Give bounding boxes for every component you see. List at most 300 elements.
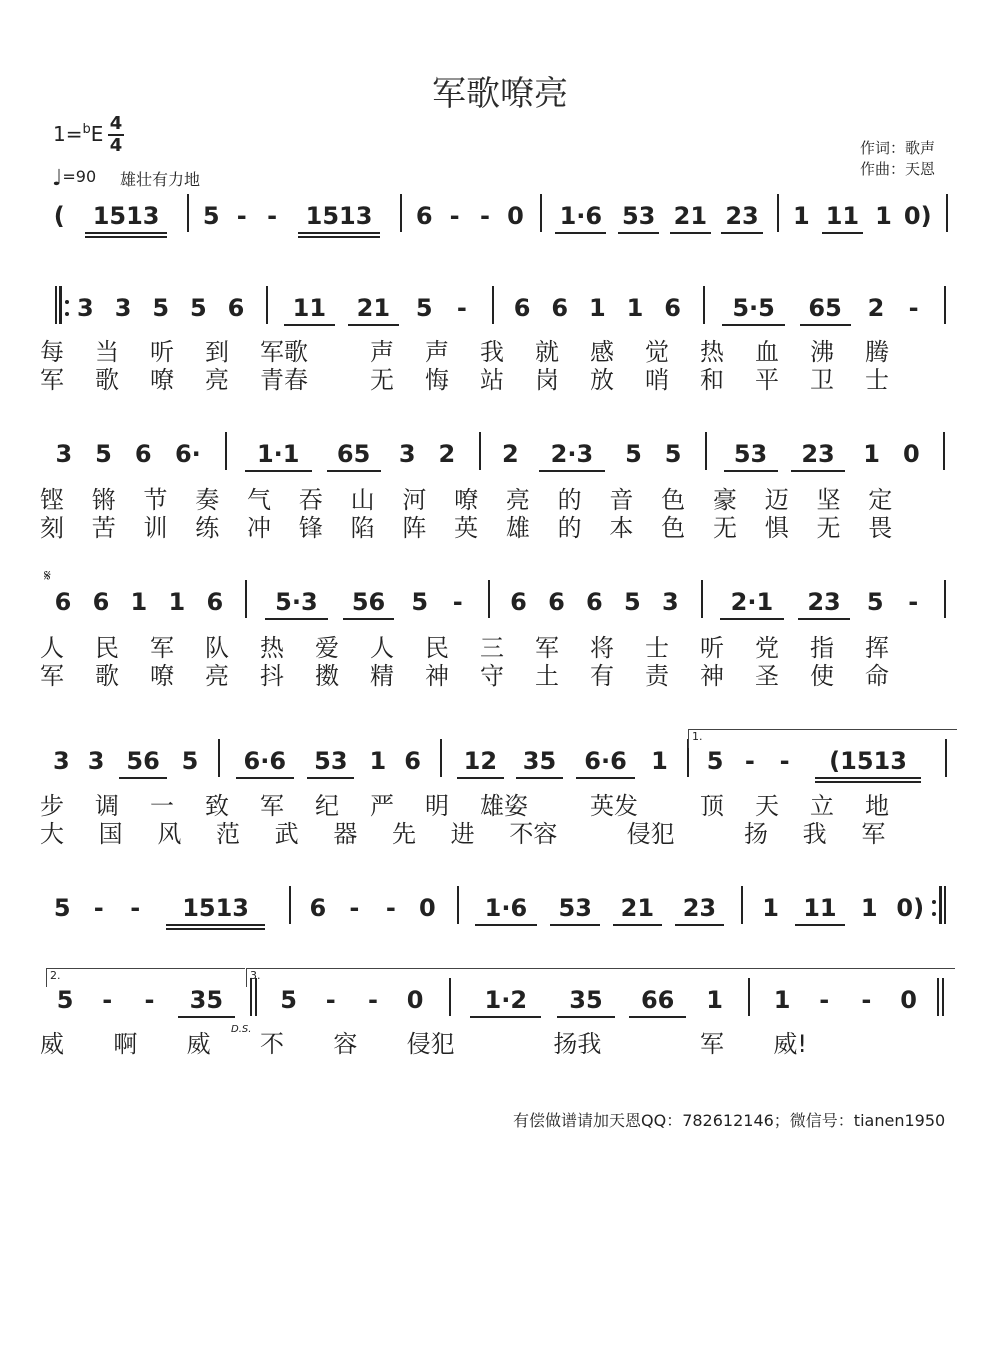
lyric-syllable: 英 (454, 514, 479, 542)
lyric-syllable: 军 (260, 792, 284, 820)
note: 6· (174, 440, 201, 468)
note: 56 (126, 747, 160, 775)
note: 5 (189, 294, 207, 322)
underline-beam (721, 232, 762, 234)
page-title: 军歌嘹亮 (432, 74, 568, 114)
note: 21 (673, 202, 708, 230)
lyric-syllable: 挥 (865, 634, 889, 662)
note: 1 (651, 747, 668, 775)
lyric-syllable: 感 (590, 338, 614, 366)
underline-beam (470, 1016, 541, 1018)
underline-beam (265, 618, 329, 620)
underline-beam (798, 618, 850, 620)
lyric-syllable: 威 (40, 1030, 64, 1058)
lyric-syllable: 训 (143, 514, 168, 542)
note: - (480, 202, 491, 230)
lyric-syllable: 扬我 (553, 1030, 602, 1058)
lyric-syllable: 豪 (712, 486, 737, 514)
lyric-syllable: 听 (150, 338, 174, 366)
note: 2·3 (550, 440, 594, 468)
lyric-syllable: 不 (260, 1030, 284, 1058)
note: 5 (202, 202, 220, 230)
note: 0 (900, 986, 917, 1014)
note: 6 (551, 294, 569, 322)
lyric-syllable: 放 (590, 366, 614, 394)
barline (59, 286, 62, 324)
note: 2 (502, 440, 519, 468)
barline (777, 194, 779, 232)
note: 5 (624, 588, 641, 616)
note: 5 (664, 440, 682, 468)
underline-beam (166, 928, 265, 930)
note: - (779, 747, 790, 775)
note: 21 (356, 294, 391, 322)
lyric-syllable: 军 (40, 366, 64, 394)
lyric-syllable: 腾 (865, 338, 889, 366)
note: 11 (825, 202, 860, 230)
note: 6 (586, 588, 603, 616)
lyric-syllable: 立 (810, 792, 834, 820)
lyric-syllable: 天 (755, 792, 779, 820)
note: 1 (860, 894, 878, 922)
barline (266, 286, 268, 324)
underline-beam (555, 232, 606, 234)
lyric-syllable: 奏 (195, 486, 220, 514)
underline-beam (791, 470, 845, 472)
lyric-syllable: 风 (157, 820, 182, 848)
barline (187, 194, 189, 232)
underline-beam (670, 232, 711, 234)
barline (245, 580, 247, 618)
note: - (908, 588, 919, 616)
lyric-syllable: 明 (425, 792, 449, 820)
lyric-syllable: 军 (861, 820, 886, 848)
lyric-syllable: 吞 (298, 486, 323, 514)
note: 53 (621, 202, 656, 230)
barline (479, 432, 481, 470)
note: 1 (762, 894, 779, 922)
lyric-syllable: 音 (609, 486, 634, 514)
note: - (452, 588, 463, 616)
note: 5 (706, 747, 724, 775)
barline (55, 286, 57, 324)
lyric-syllable: 畏 (868, 514, 893, 542)
lyric-syllable: 进 (450, 820, 475, 848)
note: 5 (53, 894, 71, 922)
lyric-syllable: 就 (535, 338, 559, 366)
lyric-syllable: 守 (480, 662, 504, 690)
note: 65 (808, 294, 842, 322)
lyric-syllable: 党 (755, 634, 779, 662)
note: ( (53, 202, 65, 230)
lyric-syllable: 有 (590, 662, 614, 690)
note: 1 (626, 294, 644, 322)
underline-beam (85, 232, 168, 234)
note: 66 (640, 986, 675, 1014)
lyric-syllable: 嘹 (454, 486, 479, 514)
lyric-syllable: 我 (480, 338, 504, 366)
lyric-syllable: 惧 (764, 514, 789, 542)
note: 5·3 (275, 588, 318, 616)
lyric-syllable: 亮 (205, 662, 229, 690)
note: 3 (53, 747, 70, 775)
lyric-syllable: 擞 (315, 662, 339, 690)
note: 6 (664, 294, 681, 322)
lyric-syllable: 雄 (505, 514, 530, 542)
score-line (0, 438, 1000, 484)
lyric-syllable: 军 (535, 634, 559, 662)
note: 5 (866, 588, 884, 616)
note: - (449, 202, 460, 230)
lyric-syllable: 武 (274, 820, 299, 848)
note: - (130, 894, 141, 922)
lyric-syllable: 士 (865, 366, 889, 394)
repeat-dot (932, 912, 936, 916)
underline-beam (539, 470, 606, 472)
note: 6 (513, 294, 531, 322)
barline (705, 432, 707, 470)
lyric-syllable: 声 (425, 338, 449, 366)
underline-beam (722, 324, 785, 326)
note: 1 (875, 202, 892, 230)
underline-beam (795, 924, 845, 926)
note: 21 (620, 894, 655, 922)
note: 1·6 (484, 894, 528, 922)
note: 6 (54, 588, 72, 616)
lyric-syllable: 无 (816, 514, 841, 542)
note: - (908, 294, 919, 322)
underline-beam (516, 777, 563, 779)
note: 1·2 (484, 986, 528, 1014)
barline (400, 194, 402, 232)
lyric-syllable: 侵犯 (406, 1030, 455, 1058)
underline-beam (245, 470, 312, 472)
lyric-syllable: 沸 (810, 338, 834, 366)
lyric-syllable: 人 (370, 634, 394, 662)
note: 3 (55, 440, 73, 468)
note: 6 (309, 894, 327, 922)
note: 11 (292, 294, 327, 322)
underline-beam (348, 324, 399, 326)
note: 5 (56, 986, 74, 1014)
note: 1 (773, 986, 791, 1014)
note: - (102, 986, 113, 1014)
lyric-syllable: 神 (700, 662, 724, 690)
lyric-syllable: 我 (802, 820, 827, 848)
lyric-syllable: 抖 (260, 662, 284, 690)
lyric-syllable: 嘹 (150, 366, 174, 394)
underline-beam (236, 777, 294, 779)
note: 12 (463, 747, 498, 775)
note: 2 (438, 440, 456, 468)
note: 6 (510, 588, 527, 616)
lyric-syllable: 军 (150, 634, 174, 662)
lyric-syllable: 三 (480, 634, 504, 662)
note: 0 (419, 894, 436, 922)
barline (289, 886, 291, 924)
lyric-syllable: 锋 (298, 514, 323, 542)
barline (943, 432, 945, 470)
lyric-syllable: 啊 (113, 1030, 138, 1058)
note: 1513 (305, 202, 373, 230)
lyric-syllable: 先 (392, 820, 416, 848)
note: - (744, 747, 755, 775)
lyric-syllable: 青春 (260, 366, 308, 394)
underline-beam (85, 236, 168, 238)
lyric-syllable: 威! (773, 1030, 807, 1058)
note: 53 (314, 747, 348, 775)
note: 53 (558, 894, 592, 922)
note: 65 (336, 440, 371, 468)
lyric-syllable: 队 (205, 634, 229, 662)
lyric-syllable: 命 (865, 662, 889, 690)
note: - (267, 202, 278, 230)
key-signature: 1=$^b$E (53, 122, 104, 146)
barline (492, 286, 494, 324)
barline (944, 580, 946, 618)
note: 2 (867, 294, 885, 322)
note: 23 (801, 440, 835, 468)
volta-bracket-2: 2. (46, 968, 245, 987)
lyric-syllable: 容 (333, 1030, 358, 1058)
underline-beam (284, 324, 335, 326)
lyric-syllable: 军歌 (260, 338, 308, 366)
volta-bracket-3: 3. (246, 968, 955, 987)
note: 6 (206, 588, 224, 616)
lyric-syllable: 步 (40, 792, 64, 820)
lyric-syllable: 将 (590, 634, 614, 662)
repeat-dot (932, 900, 936, 904)
note: 0 (406, 986, 424, 1014)
lyric-syllable: 民 (95, 634, 119, 662)
note: 1513 (182, 894, 249, 922)
flat-icon: b (82, 122, 91, 137)
barline (218, 739, 220, 777)
note: 0 (902, 440, 920, 468)
underline-beam (457, 777, 504, 779)
lyric-syllable: 调 (95, 792, 119, 820)
volta-bracket-1: 1. (688, 729, 957, 748)
lyric-syllable: 歌 (95, 662, 119, 690)
note: 0) (903, 202, 932, 230)
lyric-syllable: 河 (402, 486, 427, 514)
lyric-syllable: 精 (370, 662, 394, 690)
lyric-syllable: 节 (143, 486, 168, 514)
note: 1 (706, 986, 723, 1014)
lyric-syllable: 的 (557, 486, 582, 514)
score-line (0, 200, 1000, 246)
barline (440, 739, 442, 777)
lyric-syllable: 听 (700, 634, 724, 662)
lyric-syllable: 人 (40, 634, 64, 662)
lyric-syllable: 到 (205, 338, 229, 366)
lyric-syllable: 色 (661, 514, 686, 542)
lyric-syllable: 阵 (402, 514, 427, 542)
underline-beam (576, 777, 634, 779)
note: 1·6 (559, 202, 603, 230)
lyric-syllable: 平 (755, 366, 779, 394)
note: 5 (95, 440, 112, 468)
note: 11 (803, 894, 837, 922)
time-signature: 4 4 (109, 113, 123, 156)
underline-beam (822, 232, 863, 234)
barline (540, 194, 542, 232)
lyric-syllable: 铿 (40, 486, 64, 514)
lyric-syllable: 迈 (764, 486, 789, 514)
lyric-syllable: 悔 (425, 366, 449, 394)
lyric-syllable: 苦 (91, 514, 116, 542)
barline (703, 286, 705, 324)
underline-beam (166, 924, 265, 926)
underline-beam (298, 232, 381, 234)
underline-beam (119, 777, 166, 779)
note: 1 (793, 202, 810, 230)
note: 23 (682, 894, 717, 922)
lyric-syllable: 每 (40, 338, 64, 366)
underline-beam (298, 236, 381, 238)
lyricist-credit: 作词：歌声 (860, 139, 936, 157)
lyric-syllable: 定 (868, 486, 893, 514)
note: 6 (227, 294, 245, 322)
lyric-syllable: 民 (425, 634, 449, 662)
underline-beam (800, 324, 851, 326)
note: - (367, 986, 378, 1014)
lyric-syllable: 士 (645, 634, 669, 662)
note: (1513 (829, 747, 907, 775)
lyric-syllable: 大 (40, 820, 64, 848)
note: 3 (87, 747, 105, 775)
lyric-syllable: 卫 (810, 366, 834, 394)
note: 1 (589, 294, 606, 322)
underline-beam (327, 470, 381, 472)
tempo-marking: ♩=90 (52, 166, 97, 191)
lyric-syllable: 冲 (247, 514, 272, 542)
segno-icon: 𝄋 (44, 566, 51, 585)
underline-beam (675, 924, 725, 926)
lyric-syllable: 器 (333, 820, 358, 848)
underline-beam (629, 1016, 686, 1018)
lyric-syllable: 亮 (505, 486, 530, 514)
lyric-syllable: 坚 (816, 486, 841, 514)
lyric-syllable: 侵犯 (626, 820, 675, 848)
note: 1513 (92, 202, 160, 230)
note: 6 (134, 440, 152, 468)
lyric-syllable: 本 (609, 514, 634, 542)
note: 6 (404, 747, 421, 775)
underline-beam (343, 618, 395, 620)
score-line (0, 730, 1000, 791)
barline (701, 580, 703, 618)
underline-beam (178, 1016, 235, 1018)
underline-beam (618, 232, 659, 234)
lyric-syllable: 爱 (315, 634, 339, 662)
note: - (325, 986, 336, 1014)
underline-beam (720, 618, 784, 620)
barline (939, 886, 942, 924)
dal-segno-marking: D.S. (231, 1024, 252, 1035)
lyric-syllable: 国 (98, 820, 123, 848)
note: 1 (130, 588, 148, 616)
underline-beam (815, 781, 921, 783)
note: 5 (181, 747, 199, 775)
note: 23 (725, 202, 759, 230)
lyric-syllable: 练 (195, 514, 220, 542)
lyric-syllable: 扬 (744, 820, 768, 848)
note: 0 (507, 202, 524, 230)
note: 0) (896, 894, 925, 922)
composer-credit: 作曲：天恩 (860, 160, 936, 178)
lyric-syllable: 顶 (700, 792, 724, 820)
lyric-syllable: 圣 (755, 662, 779, 690)
underline-beam (557, 1016, 614, 1018)
lyric-syllable: 威 (186, 1030, 211, 1058)
score-line (0, 566, 1000, 632)
lyric-syllable: 英发 (590, 792, 638, 820)
note: - (385, 894, 396, 922)
note: 1 (369, 747, 387, 775)
note: - (861, 986, 872, 1014)
lyric-syllable: 气 (247, 486, 272, 514)
lyric-syllable: 无 (370, 366, 394, 394)
note: - (456, 294, 467, 322)
lyric-syllable: 觉 (645, 338, 669, 366)
lyric-syllable: 使 (810, 662, 834, 690)
note: 35 (189, 986, 224, 1014)
footer-contact: 有偿做谱请加天恩QQ：782612146；微信号：tianen1950 (513, 1111, 946, 1130)
note: - (93, 894, 104, 922)
note: 56 (351, 588, 386, 616)
lyric-syllable: 范 (216, 820, 240, 848)
note: 6 (548, 588, 565, 616)
note: - (349, 894, 360, 922)
underline-beam (815, 777, 921, 779)
barline (457, 886, 459, 924)
note: 6 (415, 202, 433, 230)
lyric-syllable: 土 (535, 662, 559, 690)
note: 5·5 (732, 294, 775, 322)
quarter-note-icon: ♩ (52, 166, 63, 191)
note: 6 (92, 588, 110, 616)
lyric-syllable: 陷 (350, 514, 375, 542)
underline-beam (475, 924, 536, 926)
lyric-syllable: 山 (350, 486, 375, 514)
lyric-syllable: 军 (700, 1030, 724, 1058)
note: 1·1 (256, 440, 300, 468)
lyric-syllable: 责 (645, 662, 669, 690)
note: 3 (661, 588, 679, 616)
lyric-syllable: 热 (260, 634, 284, 662)
lyric-syllable: 色 (661, 486, 686, 514)
lyric-syllable: 嘹 (150, 662, 174, 690)
lyric-syllable: 一 (150, 792, 174, 820)
lyric-syllable: 指 (810, 634, 834, 662)
lyric-syllable: 致 (205, 792, 229, 820)
barline (741, 886, 743, 924)
note: 2·1 (730, 588, 774, 616)
lyric-syllable: 严 (370, 792, 394, 820)
lyric-syllable: 血 (755, 338, 779, 366)
note: 53 (733, 440, 768, 468)
note: - (236, 202, 247, 230)
lyric-syllable: 纪 (315, 792, 339, 820)
underline-beam (550, 924, 600, 926)
note: 1 (168, 588, 186, 616)
barline (946, 194, 948, 232)
score-line (0, 892, 1000, 938)
underline-beam (613, 924, 663, 926)
barline (225, 432, 227, 470)
lyric-syllable: 的 (557, 514, 582, 542)
